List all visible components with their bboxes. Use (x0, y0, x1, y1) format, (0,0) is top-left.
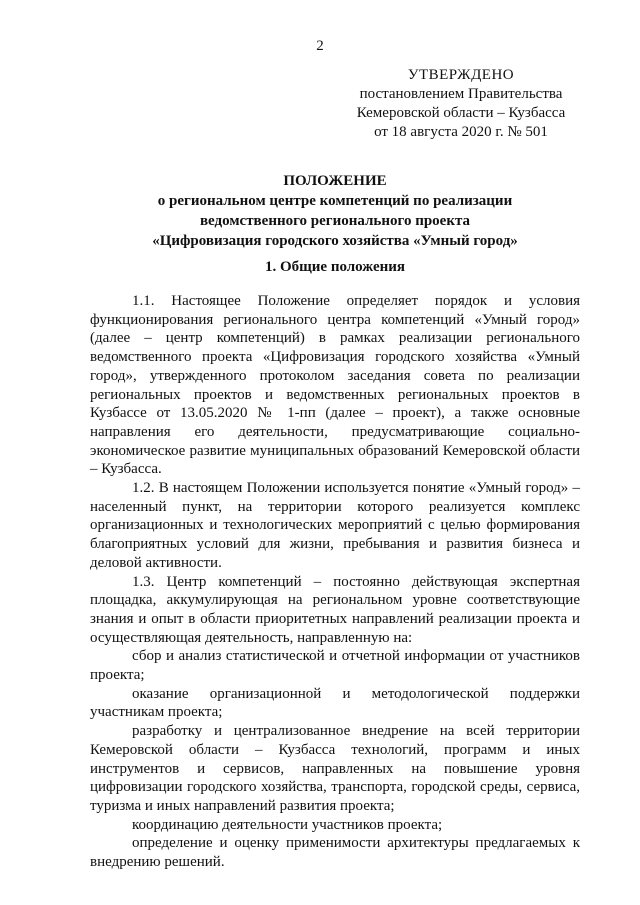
approval-line: от 18 августа 2020 г. № 501 (374, 124, 548, 140)
approval-stamp (346, 66, 576, 142)
title-line: «Цифровизация городского хозяйства «Умный город» (152, 233, 518, 249)
list-item: определение и оценку применимости архитектуры предлагаемых к внедрению решений. (90, 835, 580, 871)
title-line: ПОЛОЖЕНИЕ (283, 173, 387, 189)
approval-line: Кемеровской области – Кузбасса (356, 105, 566, 121)
section-heading: 1. Общие положения (264, 259, 406, 275)
title-line: ведомственного регионального проекта (199, 213, 471, 229)
list-item: сбор и анализ статистической и отчетной информации от участников проекта; (90, 648, 580, 684)
page-number: 2 (316, 38, 324, 54)
document-body (90, 292, 580, 872)
title-line: о региональном центре компетенций по реализации (157, 193, 513, 209)
list-item: разработку и централизованное внедрение на всей территории Кемеровской области – Кузбасса технологий, программ и иных инструментов и сервисов, направленных на повышение уровня цифровизации городского хозяйства, транспорта, городской среды, сервиса, туризма и иных направлений развития проекта; (90, 723, 580, 814)
paragraph: 1.2. В настоящем Положении используется понятие «Умный город» – населенный пункт, на территории которого реализуется комплекс организационных и технологических мероприятий с целью формирования благоприятных условий для жизни, пребывания и развития бизнеса и деловой активности. (90, 480, 580, 571)
document-title (90, 171, 580, 251)
approval-line: постановлением Правительства (359, 86, 563, 102)
approval-heading: УТВЕРЖДЕНО (407, 67, 515, 83)
paragraph: 1.3. Центр компетенций – постоянно действующая экспертная площадка, аккумулирующая на региональном уровне соответствующие знания и опыт в области приоритетных направлений реализации проекта и осуществляющая деятельность, направленную на: (90, 573, 580, 646)
paragraph: 1.1. Настоящее Положение определяет порядок и условия функционирования регионального центра компетенций «Умный город» (далее – центр компетенций) в рамках реализации регионального ведомственного проекта «Цифровизация городского хозяйства «Умный город», утвержденного протоколом заседания совета по реализации региональных проектов и ведомственных региональных проектов в Кузбассе от 13.05.2020 № 1-пп (далее – проект), а также основные направления его деятельности, предусматривающие социально-экономическое развитие муниципальных образований Кемеровской области – Кузбасса. (90, 293, 580, 478)
list-item: оказание организационной и методологической поддержки участникам проекта; (90, 685, 580, 721)
list-item: координацию деятельности участников проекта; (132, 816, 443, 833)
